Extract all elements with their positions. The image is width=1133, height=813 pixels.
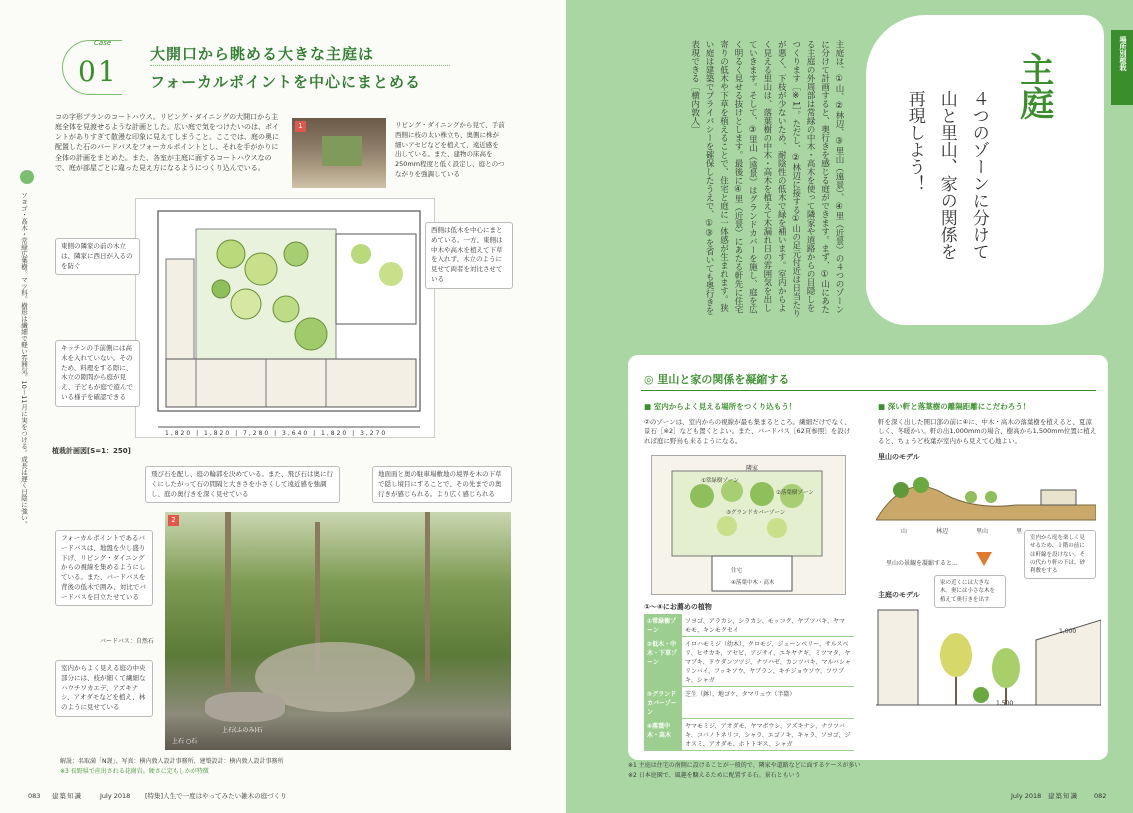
sub-right-title: ■ 深い軒と落葉樹の離隔距離にこだわろう！ bbox=[878, 402, 1031, 411]
table-key: ②低木・中木・下草ゾーン bbox=[644, 637, 682, 687]
diagram-label-3: ③グランドカバーゾーン bbox=[726, 510, 786, 516]
body-text: 主庭は、①山、②林辺、③里山（遠景）、④里（近景）の４つのゾーンに分けて計画すると、奥行きを感じる庭ができます。まず、①山にあたる主庭の外周部は常緑の中木・高木を使って隣家や道路からの目隠しをつくります［※1］。ただし、②林辺に接する①山の足元付近は日当たりが悪く、下枝が少ないため、耐陰性の低木で緑を補います。室内からよく見える里山は、落葉樹の中木・高木を植えて木漏れ日の雰囲気を出していきます。そして、③里山（遠景）はグランドカバーを施し、庭を広く明るく見せる抜けとします。最後に④里（近景）にあたる軒先に住宅寄りの低木や下草を植えることで、住宅と庭に一体感が生まれます。狭い庭は建築でプライバシーを確保したうえで、①③を省いても奥行きを表現できる［横内敦人］ bbox=[689, 40, 844, 318]
table-row bbox=[644, 719, 854, 751]
zone-4-label: 里 bbox=[1016, 528, 1023, 535]
table-value: ヤマモミジ、アオダモ、ヤマボウシ、アズキナシ、ナツツバキ、コバノトネリコ、シャラ、エゴノキ、キャラ、ソヨゴ、ジオスミ、アオダモ、ホトトギス、シャガ bbox=[682, 719, 854, 751]
zone-diagram bbox=[651, 455, 846, 595]
note-west: 西側は低木を中心にまとめている。一方、東側は中木や高木を植えて下草を入れず、木立のように見せて両者を対比させている bbox=[425, 222, 513, 289]
table-row bbox=[644, 687, 854, 719]
stone-slab bbox=[205, 692, 285, 722]
callout-openings: 室内から庭を楽しく見せるため、１階の前には軒線を設けない。その代わり軒の下は、砂利敷をする bbox=[1024, 530, 1096, 579]
right-page bbox=[566, 0, 1133, 813]
sub-left-title: ■ 室内からよく見える場所をつくり込もう！ bbox=[644, 402, 797, 411]
magazine-name: 建築知識 bbox=[52, 792, 82, 800]
note-ground: 地面面と奥の駐車場敷地の境界を木の下草で隠し境目にすることで、その先までの奥行きが感じられる。より広く感じられる bbox=[372, 466, 512, 503]
page-number: 082 bbox=[1094, 792, 1107, 800]
zone-1-label: 山 bbox=[901, 528, 908, 535]
zone-3-label: 里山 bbox=[976, 528, 989, 535]
note-east: 東側の隣家の前の木立は、隣家に西日が入るのを防ぐ bbox=[55, 238, 140, 275]
issue-date: July 2018 bbox=[100, 792, 131, 800]
section-divider bbox=[641, 390, 1096, 391]
credit: 解説：名取満「N謹」、写真：横内敦人設計事務所、建築設計：横内敦人設計事務所 bbox=[60, 758, 284, 765]
main-model-svg bbox=[876, 600, 1101, 720]
dim-1500: 1,500 bbox=[996, 700, 1014, 707]
diagram-label-5: 住宅 bbox=[731, 568, 743, 574]
diagram-label-2: ②落葉樹ゾーン bbox=[776, 490, 814, 496]
table-title: ①～④にお薦めの植物 bbox=[644, 603, 712, 611]
model-main-label: 主庭のモデル bbox=[878, 591, 920, 599]
credit-note: ※3 長野県で産出される花崗岩。硬さに定もしかが特徴 bbox=[60, 768, 209, 775]
case-number: 01 bbox=[78, 55, 118, 88]
footnote-1: ※1 主庭は住宅の南側に設けることが一般的で、隣家や道路などに面するケースが多い bbox=[628, 762, 861, 769]
title-sub-3: 再現しよう！ bbox=[904, 90, 925, 192]
plan-dimensions: 1,820 | 1,820 | 7,280 | 3,640 | 1,820 | 3,270 bbox=[165, 430, 388, 437]
table-key: ③グランドカバーゾーン bbox=[644, 687, 682, 719]
title-line-2: フォーカルポイントを中心にまとめる bbox=[150, 73, 421, 91]
main-garden-model bbox=[876, 600, 1101, 720]
tree-icon bbox=[20, 170, 34, 184]
title-line-1: 大開口から眺める大きな主庭は bbox=[150, 45, 375, 63]
plant-table bbox=[644, 614, 854, 751]
page-number: 083 bbox=[28, 792, 41, 800]
dim-1000: 1,000 bbox=[1059, 628, 1077, 635]
callout-trees: 家の近くには大きな木。奥には小さな木を植えて奥行きを出す bbox=[934, 575, 1006, 608]
left-page bbox=[0, 0, 566, 813]
note-focal: フォーカルポイントであるバードバスは、地盤を少し盛り下げ、リビング・ダイニングからの視線を集めるようにしている。また、バードバスを背後の低木で囲み、対比でバードバスを目立たせている bbox=[55, 530, 153, 606]
title-divider bbox=[150, 65, 450, 66]
sub-left-body: ②のゾーンは、室内からの視線が最も集まるところ。繊細だけでなく、景石［※2］なども置くとよい。また、バードバス［62頁参照］を設ければ庭に野鳥も来るようになる。 bbox=[644, 418, 851, 445]
table-row bbox=[644, 614, 854, 637]
section-tab-label: 場所別植栽 bbox=[1119, 36, 1127, 71]
satoyama-svg bbox=[876, 465, 1096, 525]
magazine-name: 建築知識 bbox=[1048, 792, 1078, 800]
intro-text: コの字形プランのコートハウス。リビング・ダイニングの大開口から主庭全体を見渡せるような計画とした。広い庭で気をつけたいのは、ポイントがありすぎて散漫な印象に見えてしまうこと。ここでは、庭の奥に配置した石のバードバスをフォーカルポイントとし、それを手がかりに全体の計画をまとめた。また、各室が主庭に面するコートハウスなので、庭が部屋ごとに違った見え方になるようにつくり込んでいる。 bbox=[55, 113, 279, 172]
sub-right-body: 軒を深く出した開口部の前に④に、中木・高木の落葉樹を植えると、夏涼しく、冬暖かい。軒の出1,000mmの場合、樹高から1,500mm位置に植えると、ちょうど枝葉が室内から見えて心地よい。 bbox=[878, 418, 1097, 445]
tree-trunk bbox=[225, 512, 231, 692]
table-value: イロハモミジ（幼木）、クロモジ、ジューンベリー、サルスベリ、ヒサカキ、アセビ、アジサイ、ユキヤナギ、ミツマタ、ヤマブキ、ドウダンツツジ、ナツハゼ、カンツバキ、マルバシャリンバイ、フッキソウ、ヤブラン、キチジョウソウ、ツワブキ、シャガ bbox=[682, 637, 854, 687]
zone-2-label: 林辺 bbox=[936, 528, 949, 535]
stone-label-1: 上石(ふのみ)石 bbox=[222, 727, 263, 734]
note-center: 室内からよく見える庭の中央部分には、枝が細くて繊細なハウチワカエデ、アズキナシ、アオダモなどを植え、林のように見せている bbox=[55, 660, 153, 717]
diagram-label-0: 隣家 bbox=[746, 465, 759, 472]
title-main: 主庭 bbox=[1013, 52, 1054, 120]
tree-trunk bbox=[425, 512, 430, 682]
photo-2-number: 2 bbox=[168, 515, 179, 526]
table-value: ソヨゴ、アラカシ、シラカシ、モッコク、ヤブツバキ、ヤマモモ、キンモクセイ bbox=[682, 614, 854, 637]
note-kitchen: キッチンの手前側には高木を入れていない。そのため、料理をする際に、木立の隙間から庭が見え、子どもが庭で遊んでいる様子を確認できる bbox=[55, 340, 140, 407]
table-value: 芝生（鉢）、地ゴケ、タマリュウ（半陰） bbox=[682, 687, 854, 719]
table-key: ①常緑樹ゾーン bbox=[644, 614, 682, 637]
photo-1 bbox=[292, 118, 386, 188]
photo-2 bbox=[165, 512, 511, 750]
photo-1-caption: リビング・ダイニングから見て、手前西側に枝の太い株立ち、奥側に株が細いアセビなどを植えて、遠近感を出している。また、建物の床高を250mm程度と低く設定し、庭とのつながりを強調している bbox=[395, 121, 505, 178]
issue-date: July 2018 bbox=[1011, 792, 1042, 800]
side-note: ソヨゴ・高木・常緑広葉樹。マツ科。樹形は繊細で軽い雰囲気。10～11月に実をつける。成長は遅く日陰に強い。 bbox=[20, 192, 29, 528]
title-sub-2: 山と里山、家の関係を bbox=[936, 90, 957, 260]
title-sub-1: ４つのゾーンに分けて bbox=[968, 90, 989, 260]
arrow-down-icon bbox=[976, 552, 992, 566]
birdbath-label: バードバス：自然石 bbox=[100, 638, 154, 645]
plan-label: 植栽計画図[S=1：250] bbox=[52, 447, 131, 455]
note-stones: 飛び石を配し、庭の輪郭を決めている。また、飛び石は奥に行くにしたがって石の間隔と大きさを小さくして遠近感を強調し、庭の奥行きを深く見せている bbox=[145, 466, 340, 503]
table-key: ④落葉中木・高木 bbox=[644, 719, 682, 751]
photo-1-garden-view bbox=[322, 136, 362, 166]
feature-title: [特集]人生で一度はやってみたい雑木の庭づくり bbox=[145, 792, 287, 800]
diagram-label-1: ①常緑樹ゾーン bbox=[701, 478, 739, 484]
zone-diagram-svg bbox=[652, 456, 847, 596]
planting-plan bbox=[135, 198, 435, 438]
model-satoyama-label: 里山のモデル bbox=[878, 453, 920, 461]
footnote-2: ※2 日本庭園で、風趣を醸えるために配置する石。景石ともいう bbox=[628, 772, 801, 779]
case-label: Case bbox=[94, 39, 112, 47]
photo-1-number: 1 bbox=[295, 121, 306, 132]
table-row bbox=[644, 637, 854, 687]
diagram-label-6: ④落葉中木・高木 bbox=[731, 580, 775, 586]
section-title: ◎ 里山と家の関係を凝縮する bbox=[644, 373, 790, 386]
stone-label-2: 上石 ○石 bbox=[172, 738, 198, 745]
plan-svg bbox=[136, 199, 436, 439]
satoyama-model bbox=[876, 465, 1096, 525]
callout-condense: 里山の景観を凝縮すると... bbox=[886, 560, 958, 567]
